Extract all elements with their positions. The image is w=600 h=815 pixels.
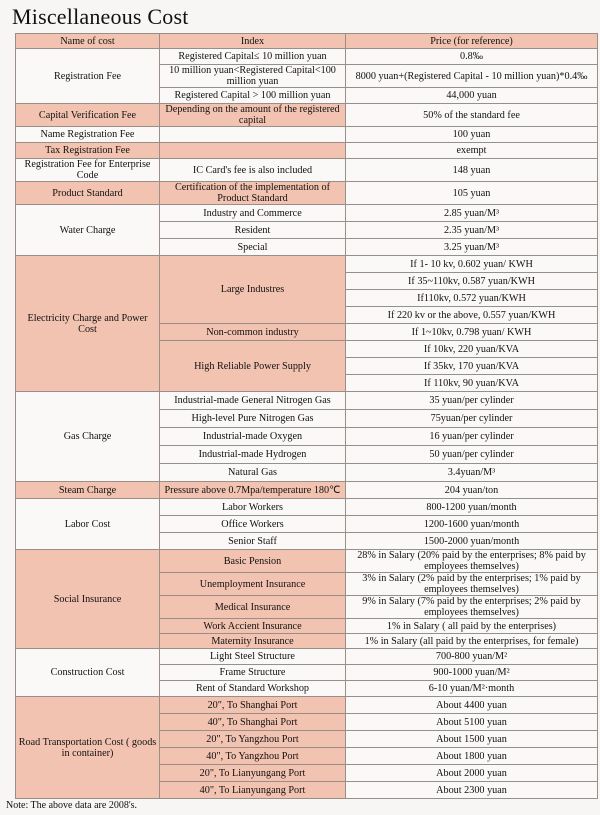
index-cell: Non-common industry — [160, 324, 346, 341]
index-cell: Basic Pension — [160, 550, 346, 573]
header-price: Price (for reference) — [346, 34, 598, 49]
price-cell: About 4400 yuan — [346, 697, 598, 714]
price-cell: 8000 yuan+(Registered Capital - 10 million yuan)*0.4‰ — [346, 65, 598, 88]
index-cell: Labor Workers — [160, 499, 346, 516]
table-row — [16, 392, 598, 410]
index-cell: Light Steel Structure — [160, 649, 346, 665]
header-index: Index — [160, 34, 346, 49]
price-cell: If110kv, 0.572 yuan/KWH — [346, 290, 598, 307]
index-cell: Special — [160, 239, 346, 256]
table-row — [16, 482, 598, 499]
price-cell: 105 yuan — [346, 182, 598, 205]
price-cell: If 220 kv or the above, 0.557 yuan/KWH — [346, 307, 598, 324]
index-cell: Registered Capital > 100 million yuan — [160, 88, 346, 104]
price-cell: 1500-2000 yuan/month — [346, 533, 598, 550]
table-row — [16, 649, 598, 665]
footnote: Note: The above data are 2008's. — [6, 800, 138, 811]
index-cell: 20", To Lianyungang Port — [160, 765, 346, 782]
index-cell: Medical Insurance — [160, 596, 346, 619]
price-cell: 3.25 yuan/M³ — [346, 239, 598, 256]
index-cell: Frame Structure — [160, 665, 346, 681]
price-cell: 2.35 yuan/M³ — [346, 222, 598, 239]
price-cell: 1% in Salary ( all paid by the enterprises) — [346, 619, 598, 634]
table-row — [16, 49, 598, 65]
cost-name-cell: Gas Charge — [16, 392, 160, 482]
price-cell: If 10kv, 220 yuan/KVA — [346, 341, 598, 358]
index-cell: Unemployment Insurance — [160, 573, 346, 596]
price-cell: If 35~110kv, 0.587 yuan/KWH — [346, 273, 598, 290]
index-cell: Registered Capital≤ 10 million yuan — [160, 49, 346, 65]
price-cell: 100 yuan — [346, 127, 598, 143]
index-cell: 40", To Yangzhou Port — [160, 748, 346, 765]
index-cell: 10 million yuan<Registered Capital<100 million yuan — [160, 65, 346, 88]
table-row — [16, 205, 598, 222]
price-cell: 1200-1600 yuan/month — [346, 516, 598, 533]
cost-name-cell: Product Standard — [16, 182, 160, 205]
cost-name-cell: Registration Fee for Enterprise Code — [16, 159, 160, 182]
price-cell: 9% in Salary (7% paid by the enterprises; 2% paid by employees themselves) — [346, 596, 598, 619]
price-cell: 900-1000 yuan/M² — [346, 665, 598, 681]
index-cell: 40", To Shanghai Port — [160, 714, 346, 731]
cost-name-cell: Steam Charge — [16, 482, 160, 499]
page-title: Miscellaneous Cost — [12, 4, 189, 29]
price-cell: 148 yuan — [346, 159, 598, 182]
index-cell: Certification of the implementation of Product Standard — [160, 182, 346, 205]
cost-name-cell: Construction Cost — [16, 649, 160, 697]
table-row — [16, 256, 598, 273]
index-cell — [160, 143, 346, 159]
cost-name-cell: Capital Verification Fee — [16, 104, 160, 127]
index-cell: Industrial-made Oxygen — [160, 428, 346, 446]
cost-name-cell: Registration Fee — [16, 49, 160, 104]
price-cell: About 2300 yuan — [346, 782, 598, 799]
price-cell: 3.4yuan/M³ — [346, 464, 598, 482]
table-header-row — [16, 34, 598, 49]
index-cell: Pressure above 0.7Mpa/temperature 180℃ — [160, 482, 346, 499]
index-cell: Large Industres — [160, 256, 346, 324]
cost-name-cell: Road Transportation Cost ( goods in container) — [16, 697, 160, 799]
price-cell: 1% in Salary (all paid by the enterprises, for female) — [346, 634, 598, 649]
cost-table — [15, 33, 598, 799]
price-cell: exempt — [346, 143, 598, 159]
index-cell: Industrial-made Hydrogen — [160, 446, 346, 464]
price-cell: 50 yuan/per cylinder — [346, 446, 598, 464]
table-row — [16, 159, 598, 182]
table-row — [16, 143, 598, 159]
index-cell: Senior Staff — [160, 533, 346, 550]
table-row — [16, 697, 598, 714]
price-cell: About 2000 yuan — [346, 765, 598, 782]
cost-name-cell: Name Registration Fee — [16, 127, 160, 143]
price-cell: 3% in Salary (2% paid by the enterprises; 1% paid by employees themselves) — [346, 573, 598, 596]
price-cell: About 1800 yuan — [346, 748, 598, 765]
index-cell: Industry and Commerce — [160, 205, 346, 222]
price-cell: 0.8‰ — [346, 49, 598, 65]
cost-name-cell: Electricity Charge and Power Cost — [16, 256, 160, 392]
index-cell: Natural Gas — [160, 464, 346, 482]
price-cell: 44,000 yuan — [346, 88, 598, 104]
price-cell: 28% in Salary (20% paid by the enterprises; 8% paid by employees themselves) — [346, 550, 598, 573]
price-cell: 50% of the standard fee — [346, 104, 598, 127]
index-cell: Depending on the amount of the registered capital — [160, 104, 346, 127]
index-cell: 20", To Shanghai Port — [160, 697, 346, 714]
table-row — [16, 182, 598, 205]
price-cell: About 5100 yuan — [346, 714, 598, 731]
table-row — [16, 127, 598, 143]
index-cell: IC Card's fee is also included — [160, 159, 346, 182]
cost-name-cell: Water Charge — [16, 205, 160, 256]
index-cell: 20", To Yangzhou Port — [160, 731, 346, 748]
table-row — [16, 499, 598, 516]
table-row — [16, 550, 598, 573]
index-cell: Resident — [160, 222, 346, 239]
price-cell: 35 yuan/per cylinder — [346, 392, 598, 410]
price-cell: 6-10 yuan/M²·month — [346, 681, 598, 697]
cost-name-cell: Tax Registration Fee — [16, 143, 160, 159]
header-name-of-cost: Name of cost — [16, 34, 160, 49]
price-cell: If 110kv, 90 yuan/KVA — [346, 375, 598, 392]
price-cell: 16 yuan/per cylinder — [346, 428, 598, 446]
price-cell: About 1500 yuan — [346, 731, 598, 748]
cost-name-cell: Labor Cost — [16, 499, 160, 550]
price-cell: If 35kv, 170 yuan/KVA — [346, 358, 598, 375]
price-cell: 204 yuan/ton — [346, 482, 598, 499]
index-cell: Office Workers — [160, 516, 346, 533]
index-cell: Work Accient Insurance — [160, 619, 346, 634]
index-cell: Rent of Standard Workshop — [160, 681, 346, 697]
price-cell: If 1- 10 kv, 0.602 yuan/ KWH — [346, 256, 598, 273]
index-cell: Maternity Insurance — [160, 634, 346, 649]
table-body — [16, 49, 598, 799]
cost-name-cell: Social Insurance — [16, 550, 160, 649]
price-cell: 800-1200 yuan/month — [346, 499, 598, 516]
price-cell: 2.85 yuan/M³ — [346, 205, 598, 222]
index-cell: Industrial-made General Nitrogen Gas — [160, 392, 346, 410]
index-cell: High-level Pure Nitrogen Gas — [160, 410, 346, 428]
price-cell: 700-800 yuan/M² — [346, 649, 598, 665]
price-cell: 75yuan/per cylinder — [346, 410, 598, 428]
price-cell: If 1~10kv, 0.798 yuan/ KWH — [346, 324, 598, 341]
index-cell: 40", To Lianyungang Port — [160, 782, 346, 799]
index-cell — [160, 127, 346, 143]
table-row — [16, 104, 598, 127]
index-cell: High Reliable Power Supply — [160, 341, 346, 392]
